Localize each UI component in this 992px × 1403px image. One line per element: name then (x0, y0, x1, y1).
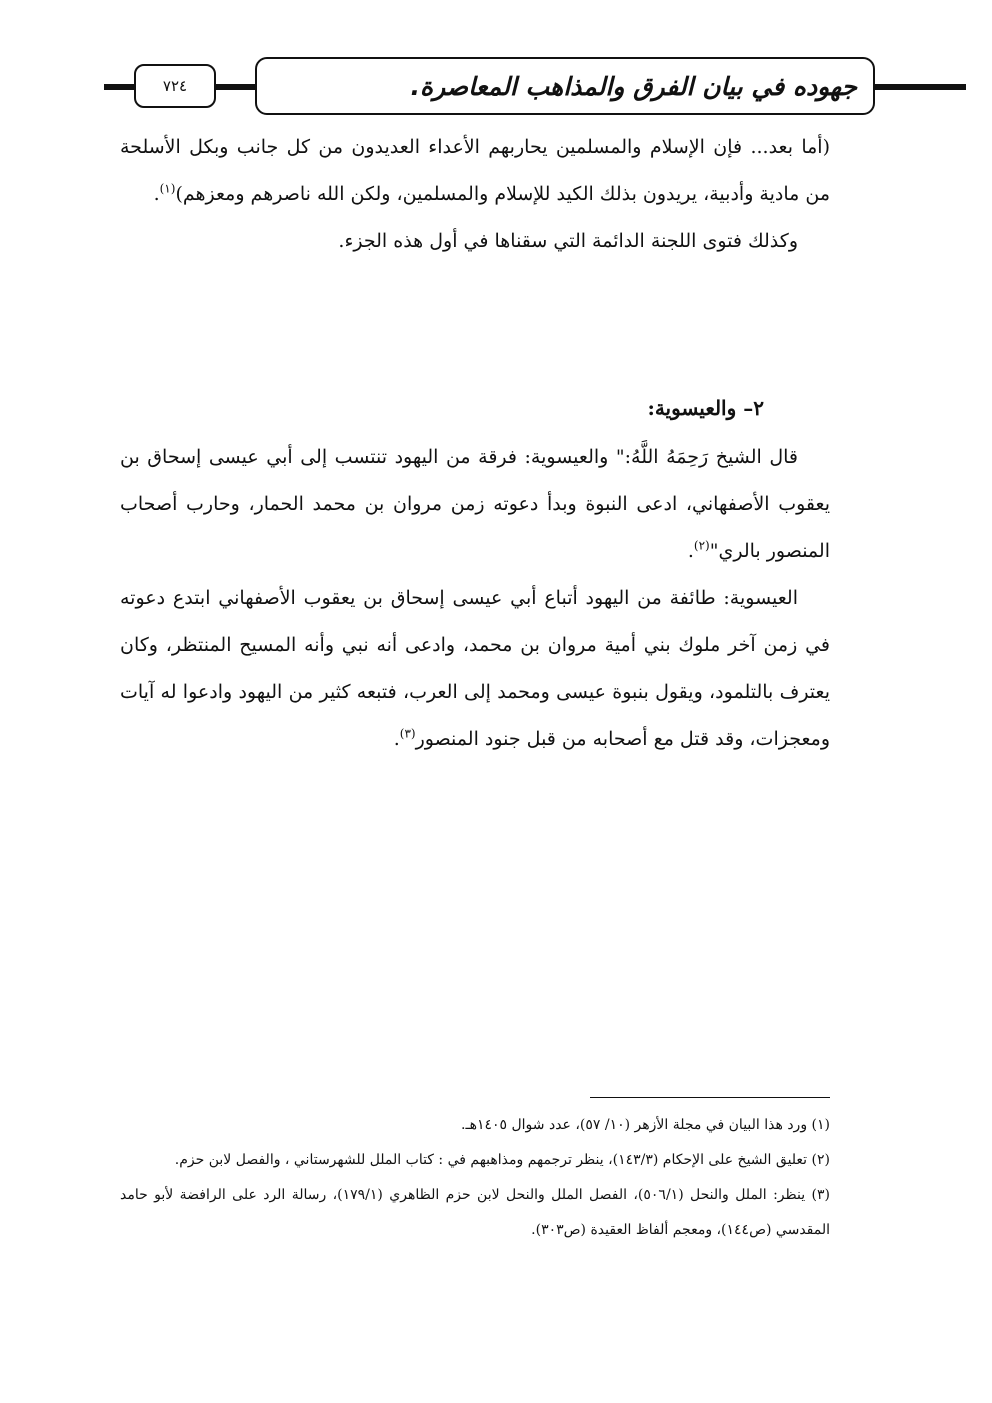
quote-paragraph (120, 124, 830, 218)
page-number (134, 64, 216, 108)
page-number-text: ٧٢٤ (162, 77, 188, 95)
running-header (255, 57, 875, 115)
section-paragraph-2 (120, 575, 830, 763)
fatwa-paragraph (120, 218, 830, 265)
header-rule-middle (216, 84, 256, 90)
footnotes (120, 1108, 830, 1248)
fatwa-text: وكذلك فتوى اللجنة الدائمة التي سقناها في أول هذه الجزء. (338, 230, 798, 252)
footnote-1: (١) ورد هذا البيان في مجلة الأزهر (١٠/ ٥٧)، عدد شوال ١٤٠٥هـ. (461, 1117, 830, 1133)
footnote-ref-2: (٢) (693, 538, 710, 553)
section-paragraph-1-end: . (687, 540, 694, 562)
footnote-2: (٢) تعليق الشيخ على الإحكام (١٤٣/٣)، ينظر ترجمهم ومذاهبهم في : كتاب الملل للشهرستاني ، والفصل لابن حزم. (174, 1152, 830, 1168)
section-body (120, 434, 830, 763)
running-header-title: جهوده في بيان الفرق والمذاهب المعاصرة. (410, 71, 857, 101)
footnote-3: (٣) ينظر: الملل والنحل (٥٠٦/١)، الفصل الملل والنحل لابن حزم الظاهري (١٧٩/١)، رسالة الرد على الرافضة لأبو حامد المقدسي (ص١٤٤)، ومعجم ألفاظ العقيدة (ص٣٠٣). (120, 1187, 830, 1238)
header-rule-right (872, 84, 966, 90)
section-heading: ٢– والعيسوية: (647, 396, 764, 420)
section-paragraph-1-text: قال الشيخ رَحِمَهُ اللَّهُ:" والعيسوية: فرقة من اليهود تنتسب إلى أبي عيسى إسحاق بن يعقوب الأصفهاني، ادعى النبوة وبدأ دعوته زمن مروان بن محمد الحمار، وحارب أصحاب المنصور بالري" (120, 446, 830, 562)
section-paragraph-2-end: . (393, 728, 400, 750)
footnote-separator (590, 1097, 830, 1098)
footnote-ref-3: (٣) (399, 726, 416, 741)
header-rule-left (104, 84, 136, 90)
footnote-ref-1: (١) (159, 181, 176, 196)
quote-end: . (153, 183, 160, 205)
section-paragraph-2-text: العيسوية: طائفة من اليهود أتباع أبي عيسى إسحاق بن يعقوب الأصفهاني ابتدع دعوته في زمن آخر ملوك بني أمية مروان بن محمد، وادعى أنه نبي وأنه المسيح المنتظر، وكان يعترف بالتلمود، ويقول بنبوة عيسى ومحمد إلى العرب، فتبعه كثير من اليهود وادعوا له آيات ومعجزات، وقد قتل مع أصحابه من قبل جنود المنصور (120, 587, 830, 750)
section-paragraph-1 (120, 434, 830, 575)
quote-text: (أما بعد... فإن الإسلام والمسلمين يحاربهم الأعداء العديدون من كل جانب وبكل الأسلحة من مادية وأدبية، يريدون بذلك الكيد للإسلام والمسلمين، ولكن الله ناصرهم ومعزهم) (120, 136, 830, 205)
top-block (120, 124, 830, 265)
